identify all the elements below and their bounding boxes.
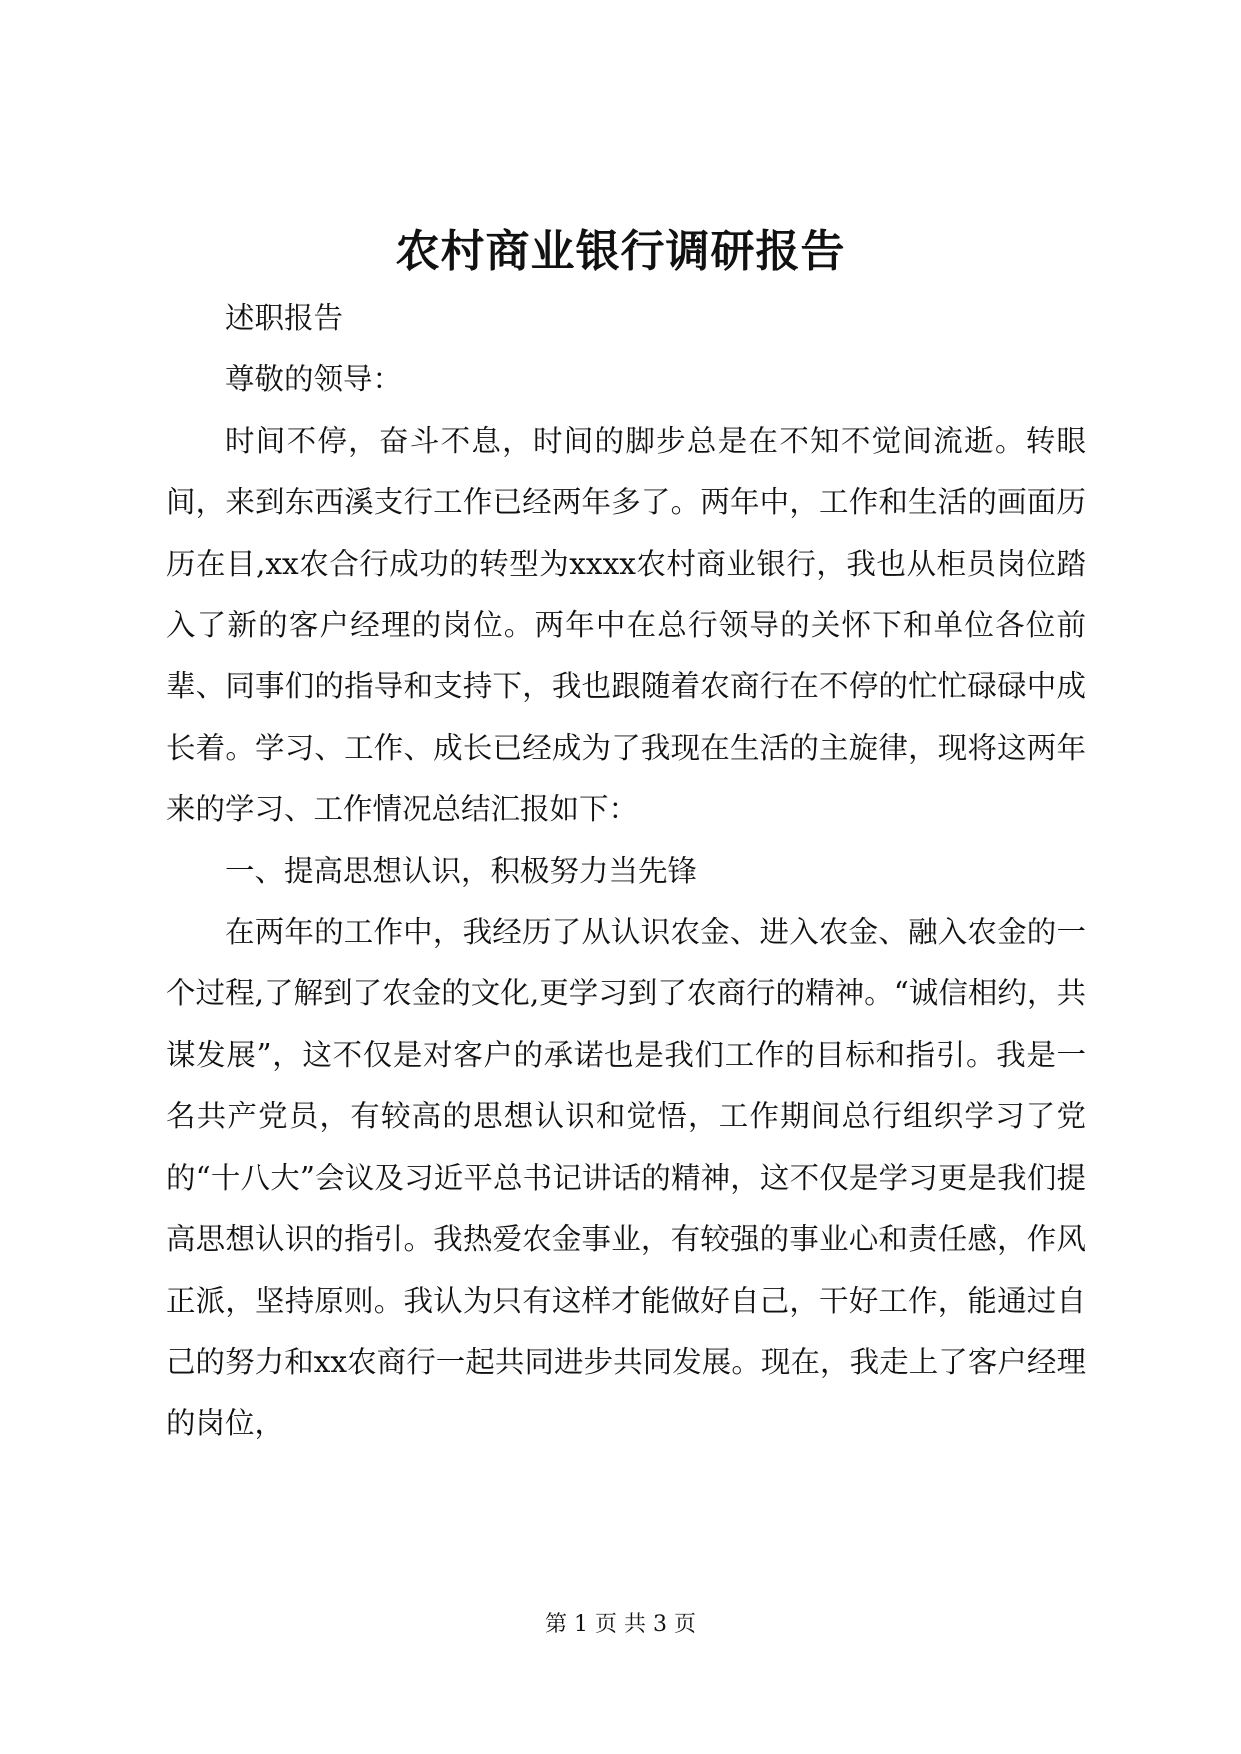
document-body xyxy=(166,288,1086,1455)
page-footer: 第 1 页 共 3 页 xyxy=(545,1612,696,1637)
paragraph-section-1: 在两年的工作中，我经历了从认识农金、进入农金、融入农金的一个过程,了解到了农金的文化,更学习到了农商行的精神。“诚信相约，共谋发展”，这不仅是对客户的承诺也是我们工作的目标和指引。我是一名共产党员，有较高的思想认识和觉悟，工作期间总行组织学习了党的“十八大”会议及习近平总书记讲话的精神，这不仅是学习更是我们提高思想认识的指引。我热爱农金事业，有较强的事业心和责任感，作风正派，坚持原则。我认为只有这样才能做好自己，干好工作，能通过自己的努力和xx农商行一起共同进步共同发展。现在，我走上了客户经理的岗位， xyxy=(166,915,1086,1441)
document-title: 农村商业银行调研报告 xyxy=(395,226,846,277)
paragraph-heading-label: 述职报告 xyxy=(225,301,344,335)
paragraph-intro: 时间不停，奋斗不息，时间的脚步总是在不知不觉间流逝。转眼间，来到东西溪支行工作已经两年多了。两年中，工作和生活的画面历历在目,xx农合行成功的转型为xxxx农村商业银行，我也从柜员岗位踏入了新的客户经理的岗位。两年中在总行领导的关怀下和单位各位前辈、同事们的指导和支持下，我也跟随着农商行在不停的忙忙碌碌中成长着。学习、工作、成长已经成为了我现在生活的主旋律，现将这两年来的学习、工作情况总结汇报如下： xyxy=(166,423,1086,827)
paragraph-salutation: 尊敬的领导： xyxy=(225,362,403,397)
section-heading-1: 一、提高思想认识，积极努力当先锋 xyxy=(225,853,698,888)
